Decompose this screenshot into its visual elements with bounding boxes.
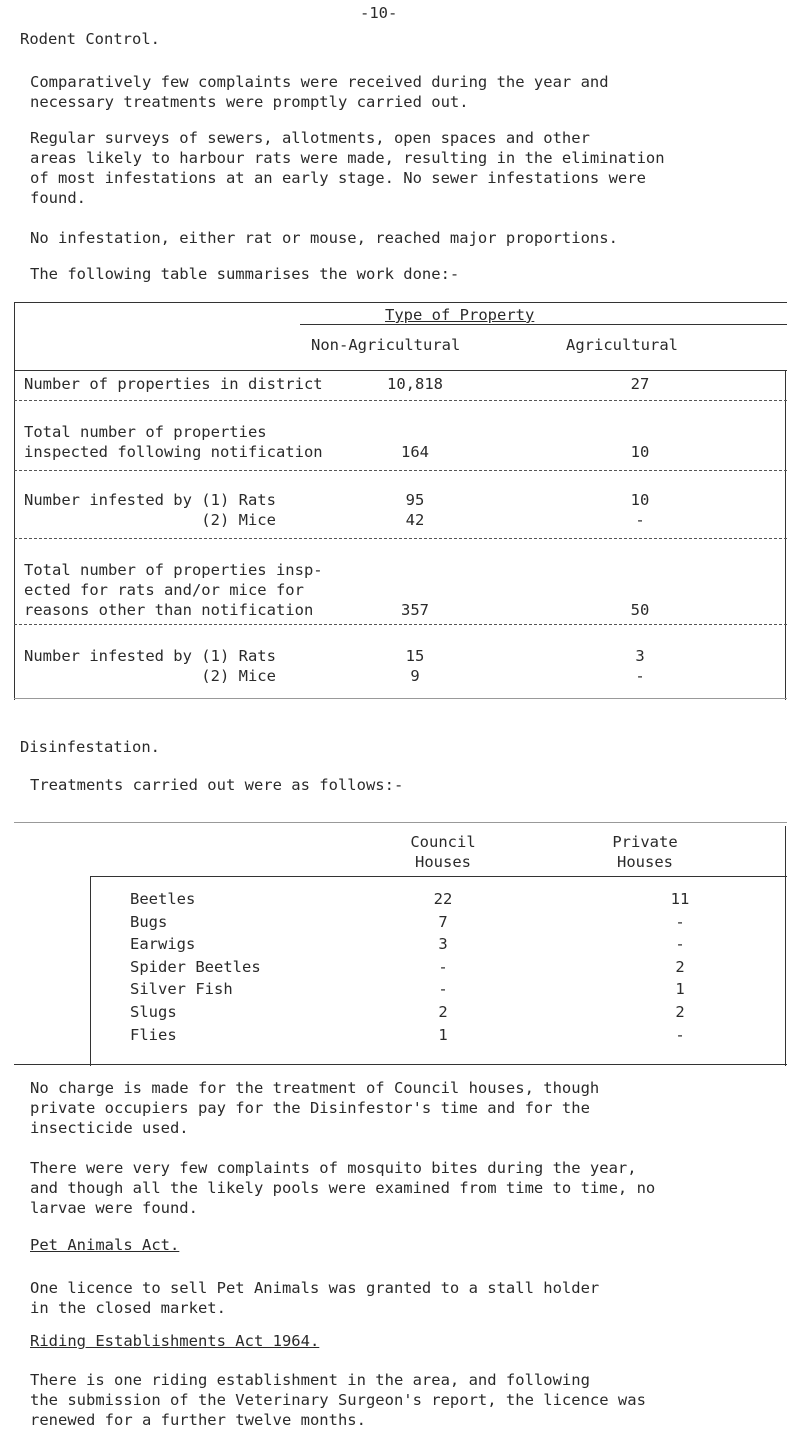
pest-flies: Flies [130, 1025, 177, 1044]
riding-heading: Riding Establishments Act 1964. [30, 1332, 320, 1350]
council-value: 22 [433, 890, 453, 908]
table-right-border [785, 370, 786, 700]
row-label: Number of properties in district [24, 375, 323, 393]
private-value: 1 [675, 980, 685, 999]
pest-beetles: Beetles [130, 890, 196, 908]
council-value: 1 [438, 1025, 448, 1044]
row-value-agricultural: 10 - [630, 491, 650, 529]
type-of-property-header: Type of Property [385, 306, 535, 324]
private-value: - [675, 912, 685, 931]
riding-paragraph: There is one riding establishment in the area, and following the submission of the Veterinary Surgeon's report, the licence was renewed for a further twelve months. [30, 1371, 646, 1429]
private-value: - [675, 935, 685, 954]
pest-earwigs: Earwigs [130, 935, 196, 954]
private-value: 2 [675, 1002, 685, 1021]
council-value: 2 [438, 1002, 448, 1021]
mosquito-paragraph: There were very few complaints of mosquito bites during the year, and though all the likely pools were examined from time to time, no larvae were found. [30, 1159, 656, 1217]
row-value-agricultural: 3 - [635, 647, 645, 685]
rodent-paragraph-3: No infestation, either rat or mouse, reached major proportions. [30, 229, 618, 247]
pet-animals-heading: Pet Animals Act. [30, 1236, 180, 1254]
council-value: 3 [438, 935, 448, 954]
pest-bugs: Bugs [130, 912, 168, 931]
disinfestation-intro: Treatments carried out were as follows:- [30, 776, 404, 794]
charges-paragraph: No charge is made for the treatment of Council houses, though private occupiers pay for the Disinfestor's time and for the insecticide used. [30, 1079, 600, 1137]
council-value: - [438, 980, 448, 999]
row-value-agricultural: 27 [630, 375, 650, 393]
page-number: -10- [360, 4, 398, 22]
council-value: - [438, 957, 448, 976]
private-value: 2 [675, 957, 685, 976]
row-value-agricultural: 50 [630, 601, 650, 619]
rodent-paragraph-1: Comparatively few complaints were received during the year and necessary treatments were promptly carried out. [30, 73, 609, 111]
council-values [398, 888, 488, 1046]
table-left-border [14, 370, 15, 700]
rodent-paragraph-4: The following table summarises the work done:- [30, 265, 460, 283]
row-value-non-agricultural: 95 42 [405, 491, 425, 529]
rodent-paragraph-2: Regular surveys of sewers, allotments, open spaces and other areas likely to harbour rats were made, resulting in the elimination of most infestations at an early stage. No sewer infestations were found. [30, 129, 665, 207]
pest-slugs: Slugs [130, 1002, 177, 1021]
table-border [14, 302, 15, 374]
pest-labels [130, 888, 261, 1046]
private-values [650, 888, 710, 1046]
col-agricultural: Agricultural [566, 336, 678, 354]
row-label: Total number of properties inspected following notification [24, 423, 323, 461]
pet-animals-paragraph: One licence to sell Pet Animals was granted to a stall holder in the closed market. [30, 1279, 600, 1317]
disinfestation-heading: Disinfestation. [20, 738, 160, 756]
private-value: - [675, 1025, 685, 1044]
row-value-agricultural: 10 [630, 443, 650, 461]
table-right-border [785, 826, 786, 1066]
rodent-heading: Rodent Control. [20, 30, 160, 48]
col-council-houses: Council Houses [410, 833, 476, 871]
row-value-non-agricultural: 10,818 [387, 375, 443, 393]
pest-silver-fish: Silver Fish [130, 980, 233, 999]
col-private-houses: Private Houses [612, 833, 678, 871]
council-value: 7 [438, 912, 448, 931]
row-value-non-agricultural: 357 [401, 601, 429, 619]
row-label: Number infested by (1) Rats (2) Mice [24, 647, 276, 685]
pest-spider-beetles: Spider Beetles [130, 957, 261, 976]
table-left-border [90, 876, 91, 1066]
row-label: Total number of properties insp- ected for rats and/or mice for reasons other than notification [24, 561, 323, 619]
table-rule [14, 302, 787, 303]
row-value-non-agricultural: 15 9 [405, 647, 425, 685]
col-non-agricultural: Non-Agricultural [311, 336, 461, 354]
row-label: Number infested by (1) Rats (2) Mice [24, 491, 276, 529]
private-value: 11 [670, 890, 690, 908]
row-value-non-agricultural: 164 [401, 443, 429, 461]
